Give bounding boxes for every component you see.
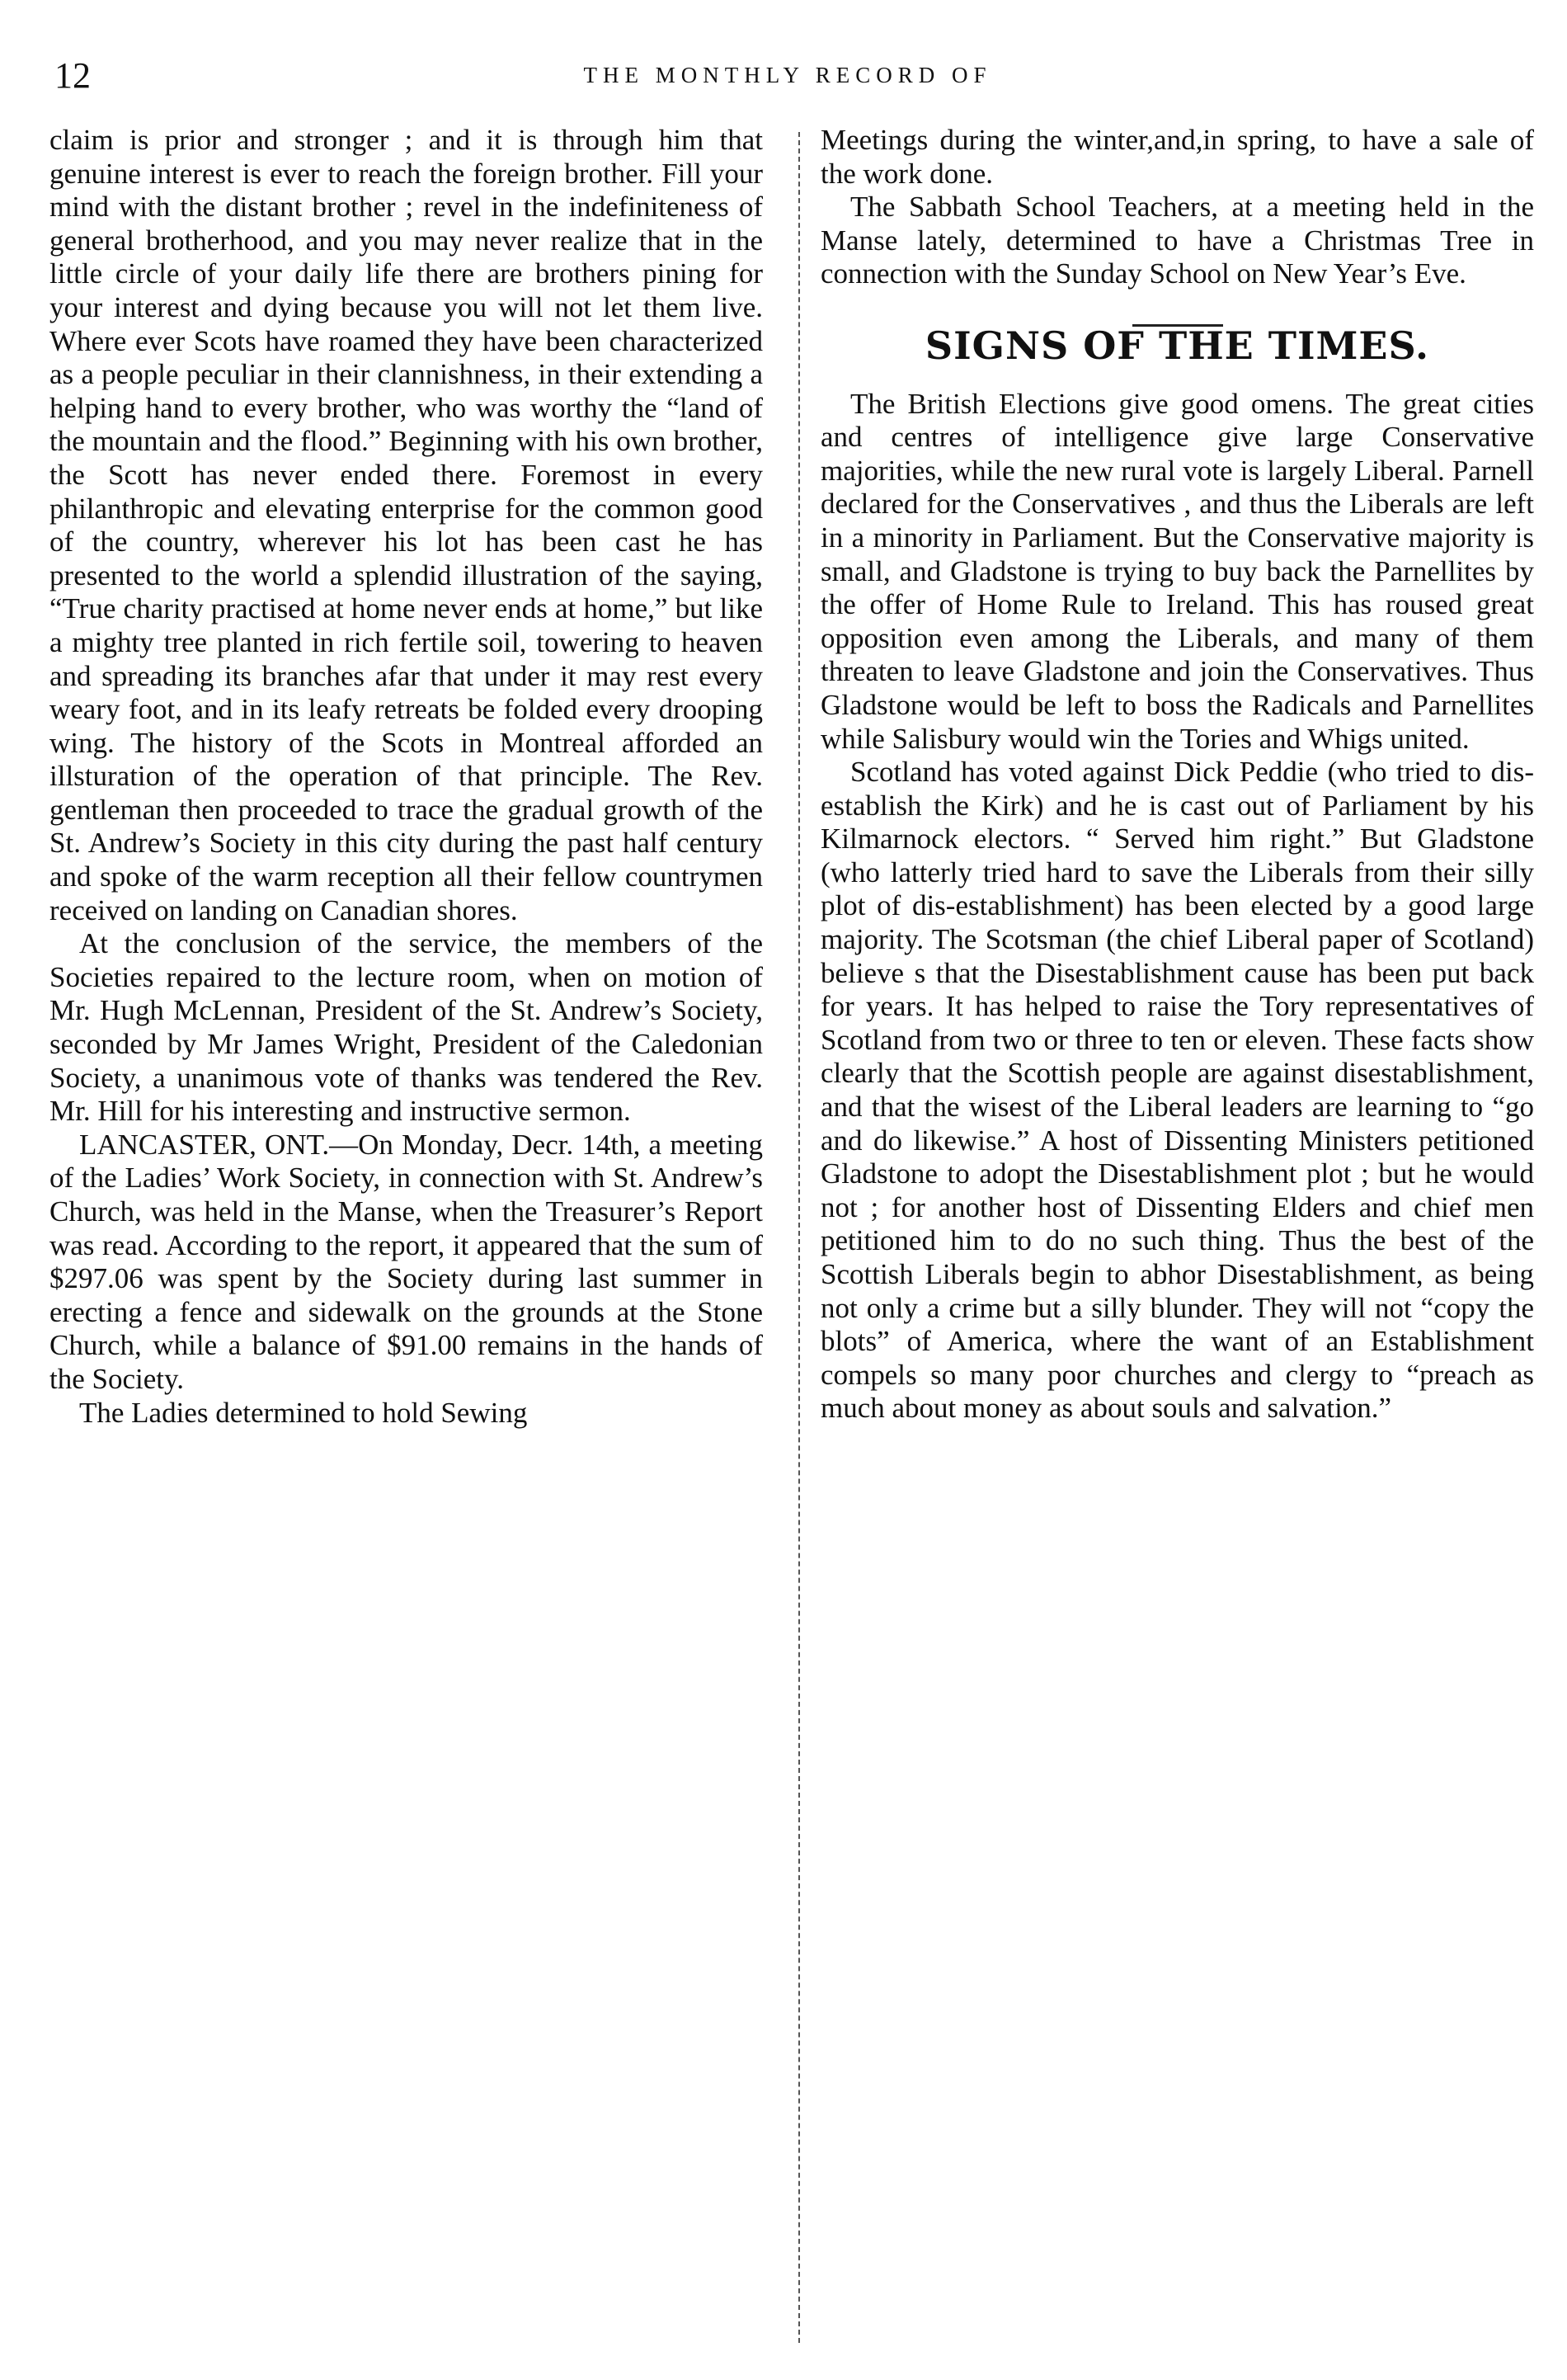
left-paragraph-4: The Ladies determined to hold Sewing — [79, 1396, 528, 1429]
section-rule — [821, 301, 1534, 318]
page-header — [49, 54, 1526, 104]
article-columns — [49, 124, 1534, 2343]
section-paragraph-1: The British Elections give good omens. The great cities and centres of intelligence give large Conservative majorities, while the new rural vote is largely Liberal. Parnell declared for the Conservatives , and thus the Liberals are left in a minority in Parliament. But the Conservative majority is small, and Gladstone is trying to buy back the Parnellites by the offer of Home Rule to Ireland. This has roused great opposition even among the Liberals, and many of them threaten to leave Gladstone and join the Conservatives. Thus Gladstone would be left to boss the Radicals and Parnellites while Salisbury would win the Tories and Whigs united. — [821, 387, 1534, 755]
left-paragraph-1: claim is prior and stronger ; and it is through him that genuine interest is ever to reach the foreign brother. Fill your mind with the distant brother ; revel in the indefiniteness of general brotherhood, and you may never realize that in the little circle of your daily life there are brothers pining for your interest and dying because you will not let them live. Where ever Scots have roamed they have been characterized as a people peculiar in their clannishness, in their extending a helping hand to every brother, who was worthy the “land of the mountain and the flood.” Beginning with his own brother, the Scott has never ended there. Foremost in every philanthropic and elevating enterprise for the common good of the country, wherever his lot has been cast he has presented to the world a splendid illustration of the saying, “True charity practised at home never ends at home,” but like a mighty tree planted in rich fertile soil, towering to heaven and spreading its branches afar that under it may rest every weary foot, and in its leafy retreats be folded every drooping wing. The history of the Scots in Montreal afforded an illsturation of the operation of that principle. The Rev. gentleman then proceeded to trace the gradual growth of the St. Andrew’s Society in this city during the past half century and spoke of the warm reception all their fellow countrymen received on landing on Canadian shores. — [49, 124, 763, 926]
left-paragraph-3: LANCASTER, ONT.—On Monday, Decr. 14th, a meeting of the Ladies’ Work Society, in connection with St. Andrew’s Church, was held in the Manse, when the Treasurer’s Report was read. According to the report, it appeared that the sum of $297.06 was spent by the Society during last summer in erecting a fence and sidewalk on the grounds at the Stone Church, while a balance of $91.00 remains in the hands of the Society. — [49, 1128, 763, 1395]
right-column — [821, 124, 1534, 1426]
section-title: SIGNS OF THE TIMES. — [925, 323, 1430, 368]
right-paragraph-2: The Sabbath School Teachers, at a meeting held in the Manse lately, determined to have a Christmas Tree in connection with the Sunday School on New Year’s Eve. — [821, 191, 1534, 290]
left-paragraph-2: At the conclusion of the service, the members of the Societies repaired to the lecture room, when on motion of Mr. Hugh McLennan, President of the St. Andrew’s Society, seconded by Mr James Wright, President of the Caledonian Society, a unanimous vote of thanks was tendered the Rev. Mr. Hill for his interesting and instructive sermon. — [49, 927, 763, 1128]
section-paragraph-2: Scotland has voted against Dick Peddie (who tried to dis-establish the Kirk) and he is cast out of Parliament by his Kilmarnock electors. “ Served him right.” But Gladstone (who latterly tried hard to save the Liberals from their silly plot of dis-establishment) has been elected by a good large majority. The Scotsman (the chief Liberal paper of Scotland) believe s that the Disestablishment cause has been put back for years. It has helped to raise the Tory representatives of Scotland from two or three to ten or eleven. These facts show clearly that the Scottish people are against disestablishment, and that the wisest of the Liberal leaders are learning to “go and do likewise.” A host of Dissenting Ministers petitioned Gladstone to adopt the Disestablishment plot ; but he would not ; for another host of Dissenting Elders and chief men petitioned him to do no such thing. Thus the best of the Scottish Liberals begin to abhor Disestablishment, as being not only a crime but a silly blunder. They will not “copy the blots” of America, where the want of an Establishment compels so many poor churches and clergy to “preach as much about money as about souls and salvation.” — [821, 756, 1534, 1425]
page-number: 12 — [54, 55, 91, 96]
running-title: THE MONTHLY RECORD OF — [583, 63, 992, 87]
left-column — [49, 124, 763, 1430]
right-paragraph-1: Meetings during the winter,and,in spring, to have a sale of the work done. — [821, 124, 1534, 190]
